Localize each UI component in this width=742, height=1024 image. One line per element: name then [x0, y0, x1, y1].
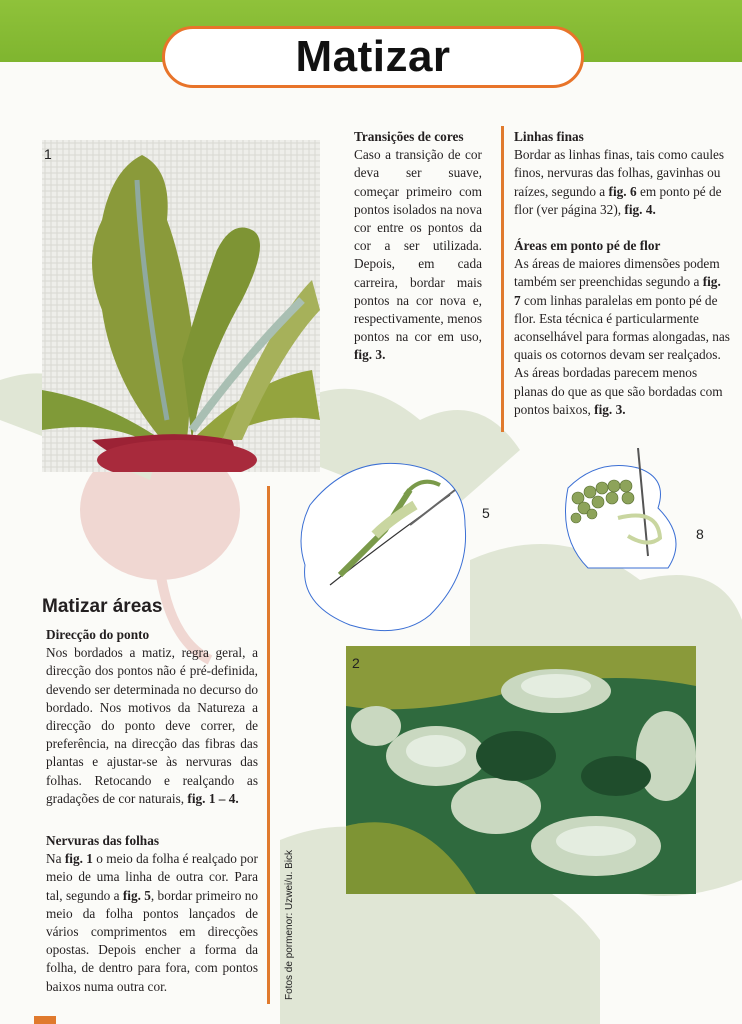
- figure-2-french-knot-embroidery-photo: [346, 646, 696, 894]
- areas-pe-body: As áreas de maiores dimensões podem também ser preenchidas segundo a fig. 7 com linhas paralelas em ponto pé de flor. Esta técnica é particularmente aconselhável para formas alongadas, nas quais os cotornos devam ser realçados. As áreas bordadas parecem menos planas do que as que são bordadas com pontos baixos, fig. 3.: [514, 256, 730, 417]
- areas-pe-heading: Áreas em ponto pé de flor: [514, 238, 661, 254]
- linhas-body: Bordar as linhas finas, tais como caules finos, nervuras das folhas, gavinhas ou raízes, segundo a fig. 6 em ponto pé de flor (ver página 32), fig. 4.: [514, 147, 725, 217]
- figure-5-stitch-diagram: [290, 445, 480, 640]
- photo-credit: Fotos de pormenor: Uzwei/u. Bick: [284, 849, 295, 1000]
- transicoes-column: [354, 128, 482, 365]
- nervuras-heading: Nervuras das folhas: [46, 833, 160, 849]
- figure-8-stitch-diagram: [548, 448, 708, 576]
- matizar-areas-heading: Matizar áreas: [42, 596, 163, 617]
- linhas-column: [514, 128, 730, 419]
- direccao-heading: Direcção do ponto: [46, 627, 150, 642]
- page-title: Matizar: [295, 32, 451, 81]
- page-corner-marker: [34, 1016, 56, 1024]
- figure-5-number: 5: [482, 505, 490, 521]
- figure-2-number: 2: [352, 655, 360, 671]
- matizar-areas-column: [46, 626, 258, 996]
- column-divider-top: [501, 126, 504, 432]
- transicoes-body: Caso a transição de cor deva ser suave, começar primeiro com pontos isolados na nova cor entre os pontos da cor a ser utilizada. Depois, em cada carreira, bordar mais pontos na cor nova e, respectivamente, menos pontos na cor em uso, fig. 3.: [354, 147, 482, 363]
- figure-8-number: 8: [696, 526, 704, 542]
- nervuras-body: Na fig. 1 o meio da folha é realçado por meio de uma linha de outra cor. Para tal, segundo a fig. 5, bordar primeiro no meio da folha pontos lançados de vários comprimentos em direcções opostas. Depois encher a forma da folha, de dentro para fora, com pontos baixos numa outra cor.: [46, 851, 258, 994]
- direccao-body: Nos bordados a matiz, regra geral, a direcção dos pontos não é pré-definida, devendo ser determinada no decurso do bordado. Nos motivos da Natureza a direcção do ponto deve correr, de preferência, na direcção das fibras das plantas e ajustar-se às nervuras das folhas. Retocando e realçando as gradações de cor naturais, fig. 1 – 4.: [46, 645, 258, 806]
- transicoes-heading: Transições de cores: [354, 129, 464, 144]
- column-divider-bottom: [267, 486, 270, 1004]
- figure-1-number: 1: [44, 146, 52, 162]
- transicoes-figure-ref: fig. 3.: [354, 347, 386, 363]
- page-title-pill: [162, 26, 584, 88]
- linhas-heading: Linhas finas: [514, 129, 584, 144]
- figure-1-radish-embroidery-photo: [42, 140, 320, 472]
